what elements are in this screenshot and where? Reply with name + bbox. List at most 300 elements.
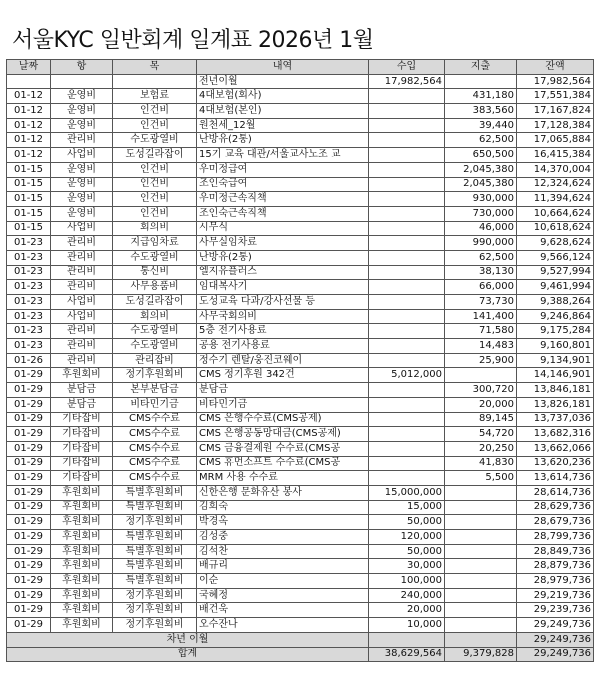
cell-date: 01-15	[7, 206, 51, 221]
cell-expense	[445, 574, 517, 589]
table-row	[7, 368, 594, 383]
carryover-balance: 29,249,736	[517, 632, 594, 647]
cell-date: 01-29	[7, 544, 51, 559]
cell-date: 01-23	[7, 339, 51, 354]
cell-date: 01-23	[7, 250, 51, 265]
cell-expense	[445, 74, 517, 89]
cell-balance: 16,415,384	[517, 148, 594, 163]
table-row	[7, 162, 594, 177]
cell-expense	[445, 500, 517, 515]
cell-income	[369, 324, 445, 339]
cell-hang	[51, 74, 113, 89]
cell-date: 01-29	[7, 515, 51, 530]
cell-date: 01-23	[7, 280, 51, 295]
cell-date: 01-12	[7, 104, 51, 119]
cell-expense: 2,045,380	[445, 177, 517, 192]
cell-expense: 5,500	[445, 471, 517, 486]
cell-balance: 17,551,384	[517, 89, 594, 104]
cell-mok: 도성길라잡이	[113, 148, 197, 163]
table-row	[7, 104, 594, 119]
cell-desc: 난방유(2통)	[197, 250, 369, 265]
header-balance: 잔액	[517, 60, 594, 75]
cell-desc: 15기 교육 대관/서울교사노조 교	[197, 148, 369, 163]
table-row	[7, 574, 594, 589]
cell-hang: 기타잡비	[51, 441, 113, 456]
cell-date: 01-29	[7, 530, 51, 545]
cell-income	[369, 148, 445, 163]
cell-date: 01-23	[7, 265, 51, 280]
table-row	[7, 441, 594, 456]
cell-expense: 41,830	[445, 456, 517, 471]
cell-date: 01-29	[7, 383, 51, 398]
cell-mok: 보험료	[113, 89, 197, 104]
cell-hang: 운영비	[51, 162, 113, 177]
cell-balance: 28,879,736	[517, 559, 594, 574]
table-row	[7, 427, 594, 442]
table-row	[7, 618, 594, 633]
cell-expense: 66,000	[445, 280, 517, 295]
cell-balance: 28,629,736	[517, 500, 594, 515]
table-row	[7, 412, 594, 427]
table-row	[7, 192, 594, 207]
cell-date: 01-29	[7, 588, 51, 603]
cell-desc: 우미정근속직책	[197, 192, 369, 207]
cell-expense: 62,500	[445, 250, 517, 265]
ledger-sheet	[6, 59, 593, 662]
cell-income: 240,000	[369, 588, 445, 603]
cell-desc: 원천세_12월	[197, 118, 369, 133]
table-row	[7, 250, 594, 265]
cell-expense: 930,000	[445, 192, 517, 207]
cell-hang: 후원회비	[51, 500, 113, 515]
cell-hang: 후원회비	[51, 515, 113, 530]
cell-expense: 730,000	[445, 206, 517, 221]
cell-hang: 기타잡비	[51, 456, 113, 471]
cell-balance: 17,065,884	[517, 133, 594, 148]
cell-date: 01-29	[7, 559, 51, 574]
cell-hang: 운영비	[51, 192, 113, 207]
cell-balance: 9,527,994	[517, 265, 594, 280]
cell-mok: 수도광열비	[113, 339, 197, 354]
cell-date: 01-12	[7, 89, 51, 104]
cell-date: 01-15	[7, 177, 51, 192]
cell-hang: 관리비	[51, 324, 113, 339]
cell-desc: 신한은행 문화유산 봉사	[197, 485, 369, 500]
cell-balance: 14,370,004	[517, 162, 594, 177]
cell-mok: 인건비	[113, 206, 197, 221]
cell-desc: CMS 금융결제원 수수료(CMS공	[197, 441, 369, 456]
cell-mok: 인건비	[113, 118, 197, 133]
table-row	[7, 295, 594, 310]
cell-balance: 29,249,736	[517, 618, 594, 633]
cell-date: 01-15	[7, 162, 51, 177]
cell-mok: 정기후원회비	[113, 603, 197, 618]
cell-income	[369, 339, 445, 354]
header-expense: 지출	[445, 60, 517, 75]
cell-income	[369, 162, 445, 177]
cell-income: 30,000	[369, 559, 445, 574]
cell-balance: 14,146,901	[517, 368, 594, 383]
total-row	[7, 647, 594, 662]
cell-hang: 기타잡비	[51, 412, 113, 427]
cell-hang: 운영비	[51, 104, 113, 119]
opening-row	[7, 74, 594, 89]
cell-balance: 13,620,236	[517, 456, 594, 471]
cell-expense: 89,145	[445, 412, 517, 427]
cell-income	[369, 471, 445, 486]
cell-hang: 관리비	[51, 280, 113, 295]
cell-date: 01-12	[7, 148, 51, 163]
cell-income	[369, 250, 445, 265]
cell-date: 01-29	[7, 618, 51, 633]
cell-expense: 46,000	[445, 221, 517, 236]
carryover-income	[369, 632, 445, 647]
cell-expense: 38,130	[445, 265, 517, 280]
cell-mok: 정기후원회비	[113, 618, 197, 633]
cell-hang: 후원회비	[51, 559, 113, 574]
cell-desc: 이순	[197, 574, 369, 589]
total-income: 38,629,564	[369, 647, 445, 662]
cell-desc: CMS 은행수수료(CMS공제)	[197, 412, 369, 427]
header-desc: 내역	[197, 60, 369, 75]
cell-income	[369, 265, 445, 280]
cell-desc: 공용 전기사용료	[197, 339, 369, 354]
table-row	[7, 265, 594, 280]
cell-income	[369, 133, 445, 148]
cell-balance: 10,618,624	[517, 221, 594, 236]
cell-desc: CMS 휴먼소프트 수수료(CMS공	[197, 456, 369, 471]
cell-balance: 9,246,864	[517, 309, 594, 324]
cell-date: 01-29	[7, 574, 51, 589]
cell-income	[369, 177, 445, 192]
cell-desc: 엘지유플러스	[197, 265, 369, 280]
cell-expense	[445, 485, 517, 500]
cell-balance: 13,682,316	[517, 427, 594, 442]
header-hang: 항	[51, 60, 113, 75]
cell-expense	[445, 559, 517, 574]
cell-mok: 특별후원회비	[113, 500, 197, 515]
cell-hang: 기타잡비	[51, 471, 113, 486]
cell-date: 01-29	[7, 603, 51, 618]
cell-balance: 13,826,181	[517, 397, 594, 412]
cell-date: 01-29	[7, 456, 51, 471]
cell-mok: CMS수수료	[113, 456, 197, 471]
cell-expense: 20,250	[445, 441, 517, 456]
header-date: 날짜	[7, 60, 51, 75]
cell-date: 01-29	[7, 500, 51, 515]
cell-mok: CMS수수료	[113, 412, 197, 427]
cell-date	[7, 74, 51, 89]
cell-income	[369, 192, 445, 207]
table-row	[7, 544, 594, 559]
cell-income: 50,000	[369, 544, 445, 559]
cell-hang: 관리비	[51, 353, 113, 368]
cell-hang: 후원회비	[51, 603, 113, 618]
cell-desc: 배규리	[197, 559, 369, 574]
table-row	[7, 397, 594, 412]
cell-mok: 비타민기금	[113, 397, 197, 412]
carryover-label: 차년 이월	[7, 632, 369, 647]
cell-balance: 9,388,264	[517, 295, 594, 310]
table-row	[7, 456, 594, 471]
cell-hang: 후원회비	[51, 530, 113, 545]
cell-mok: 도성길라잡이	[113, 295, 197, 310]
cell-hang: 운영비	[51, 206, 113, 221]
cell-hang: 후원회비	[51, 544, 113, 559]
cell-hang: 운영비	[51, 89, 113, 104]
cell-date: 01-26	[7, 353, 51, 368]
cell-hang: 후원회비	[51, 618, 113, 633]
cell-expense: 650,500	[445, 148, 517, 163]
cell-mok: 인건비	[113, 104, 197, 119]
table-row	[7, 353, 594, 368]
table-row	[7, 148, 594, 163]
cell-desc: CMS 정기후원 342건	[197, 368, 369, 383]
cell-income: 5,012,000	[369, 368, 445, 383]
table-row	[7, 383, 594, 398]
cell-desc: 4대보험(본인)	[197, 104, 369, 119]
cell-mok: 지급임차료	[113, 236, 197, 251]
cell-date: 01-23	[7, 236, 51, 251]
table-row	[7, 236, 594, 251]
cell-hang: 운영비	[51, 118, 113, 133]
cell-balance: 13,846,181	[517, 383, 594, 398]
cell-mok: 정기후원회비	[113, 515, 197, 530]
cell-income: 10,000	[369, 618, 445, 633]
cell-balance: 17,128,384	[517, 118, 594, 133]
total-balance: 29,249,736	[517, 647, 594, 662]
cell-date: 01-23	[7, 309, 51, 324]
cell-desc: 배건욱	[197, 603, 369, 618]
cell-mok: 수도광열비	[113, 324, 197, 339]
cell-desc: 도성교육 다과/강사선물 등	[197, 295, 369, 310]
cell-expense: 383,560	[445, 104, 517, 119]
cell-expense: 431,180	[445, 89, 517, 104]
ledger-table	[6, 59, 594, 662]
cell-mok: CMS수수료	[113, 441, 197, 456]
cell-hang: 기타잡비	[51, 427, 113, 442]
cell-expense: 300,720	[445, 383, 517, 398]
cell-hang: 후원회비	[51, 485, 113, 500]
total-expense: 9,379,828	[445, 647, 517, 662]
opening-income: 17,982,564	[369, 74, 445, 89]
cell-hang: 사업비	[51, 221, 113, 236]
table-row	[7, 530, 594, 545]
cell-balance: 9,175,284	[517, 324, 594, 339]
table-row	[7, 515, 594, 530]
cell-income: 15,000	[369, 500, 445, 515]
cell-income	[369, 118, 445, 133]
cell-mok: 정기후원회비	[113, 588, 197, 603]
cell-income	[369, 221, 445, 236]
cell-expense: 73,730	[445, 295, 517, 310]
cell-mok: 수도광열비	[113, 250, 197, 265]
cell-expense	[445, 618, 517, 633]
cell-desc: 국혜정	[197, 588, 369, 603]
cell-mok: 특별후원회비	[113, 544, 197, 559]
cell-balance: 28,614,736	[517, 485, 594, 500]
cell-hang: 사업비	[51, 309, 113, 324]
cell-income	[369, 206, 445, 221]
cell-balance: 9,134,901	[517, 353, 594, 368]
cell-desc: 사무실임차료	[197, 236, 369, 251]
ledger-body	[7, 74, 594, 632]
cell-income	[369, 104, 445, 119]
cell-hang: 관리비	[51, 133, 113, 148]
cell-date: 01-29	[7, 485, 51, 500]
cell-desc: 우미정급여	[197, 162, 369, 177]
cell-expense: 54,720	[445, 427, 517, 442]
table-row	[7, 339, 594, 354]
cell-income	[369, 427, 445, 442]
cell-desc: 정수기 렌탈/웅진코웨이	[197, 353, 369, 368]
cell-balance: 29,219,736	[517, 588, 594, 603]
cell-balance: 11,394,624	[517, 192, 594, 207]
cell-date: 01-23	[7, 324, 51, 339]
cell-mok: 특별후원회비	[113, 559, 197, 574]
table-row	[7, 559, 594, 574]
cell-balance: 28,849,736	[517, 544, 594, 559]
cell-balance: 28,979,736	[517, 574, 594, 589]
cell-balance: 9,628,624	[517, 236, 594, 251]
cell-expense	[445, 603, 517, 618]
cell-income: 120,000	[369, 530, 445, 545]
cell-desc: MRM 사용 수수료	[197, 471, 369, 486]
cell-hang: 후원회비	[51, 588, 113, 603]
cell-income: 100,000	[369, 574, 445, 589]
cell-desc: 김석찬	[197, 544, 369, 559]
cell-desc: 조인숙급여	[197, 177, 369, 192]
table-row	[7, 471, 594, 486]
cell-income	[369, 412, 445, 427]
cell-expense: 141,400	[445, 309, 517, 324]
cell-mok: 관리잡비	[113, 353, 197, 368]
cell-date: 01-12	[7, 118, 51, 133]
cell-balance: 17,167,824	[517, 104, 594, 119]
cell-hang: 사업비	[51, 295, 113, 310]
table-row	[7, 309, 594, 324]
cell-date: 01-29	[7, 412, 51, 427]
table-row	[7, 118, 594, 133]
cell-date: 01-29	[7, 397, 51, 412]
cell-desc: 5층 전기사용료	[197, 324, 369, 339]
cell-balance: 10,664,624	[517, 206, 594, 221]
cell-mok: 정기후원회비	[113, 368, 197, 383]
table-row	[7, 588, 594, 603]
table-row	[7, 133, 594, 148]
table-row	[7, 485, 594, 500]
cell-balance: 29,239,736	[517, 603, 594, 618]
cell-income: 15,000,000	[369, 485, 445, 500]
table-row	[7, 603, 594, 618]
page-title: 서울KYC 일반회계 일계표 2026년 1월	[12, 28, 374, 53]
table-row	[7, 280, 594, 295]
table-row	[7, 221, 594, 236]
cell-hang: 분담금	[51, 397, 113, 412]
carryover-expense	[445, 632, 517, 647]
cell-expense	[445, 515, 517, 530]
cell-desc: 시무식	[197, 221, 369, 236]
header-income: 수입	[369, 60, 445, 75]
cell-hang: 관리비	[51, 250, 113, 265]
cell-expense: 39,440	[445, 118, 517, 133]
cell-expense	[445, 530, 517, 545]
cell-mok: 특별후원회비	[113, 574, 197, 589]
cell-income	[369, 441, 445, 456]
cell-mok: 사무용품비	[113, 280, 197, 295]
header-mok: 목	[113, 60, 197, 75]
cell-mok: 수도광열비	[113, 133, 197, 148]
cell-hang: 후원회비	[51, 368, 113, 383]
cell-desc: 임대복사기	[197, 280, 369, 295]
cell-desc: 박경옥	[197, 515, 369, 530]
table-row	[7, 89, 594, 104]
cell-mok: 특별후원회비	[113, 530, 197, 545]
cell-mok: 특별후원회비	[113, 485, 197, 500]
cell-balance: 9,461,994	[517, 280, 594, 295]
cell-income: 50,000	[369, 515, 445, 530]
cell-expense: 20,000	[445, 397, 517, 412]
cell-mok: CMS수수료	[113, 471, 197, 486]
cell-date: 01-29	[7, 427, 51, 442]
cell-balance: 13,662,066	[517, 441, 594, 456]
cell-desc: 비타민기금	[197, 397, 369, 412]
cell-income	[369, 383, 445, 398]
cell-desc: 오수잔나	[197, 618, 369, 633]
cell-income: 20,000	[369, 603, 445, 618]
cell-expense: 990,000	[445, 236, 517, 251]
cell-desc: CMS 은행공동망대금(CMS공제)	[197, 427, 369, 442]
cell-date: 01-12	[7, 133, 51, 148]
cell-hang: 관리비	[51, 339, 113, 354]
cell-hang: 관리비	[51, 236, 113, 251]
cell-mok: 인건비	[113, 177, 197, 192]
cell-expense	[445, 588, 517, 603]
table-row	[7, 324, 594, 339]
cell-date: 01-29	[7, 471, 51, 486]
table-row	[7, 500, 594, 515]
cell-mok: 회의비	[113, 309, 197, 324]
cell-mok: 인건비	[113, 162, 197, 177]
cell-balance: 28,679,736	[517, 515, 594, 530]
cell-expense: 2,045,380	[445, 162, 517, 177]
cell-date: 01-15	[7, 221, 51, 236]
cell-income	[369, 236, 445, 251]
cell-expense	[445, 544, 517, 559]
cell-desc: 분담금	[197, 383, 369, 398]
cell-income	[369, 89, 445, 104]
opening-desc: 전년이월	[197, 74, 369, 89]
cell-mok: 인건비	[113, 192, 197, 207]
cell-expense: 71,580	[445, 324, 517, 339]
cell-income	[369, 456, 445, 471]
cell-expense: 62,500	[445, 133, 517, 148]
cell-desc: 김성중	[197, 530, 369, 545]
cell-hang: 관리비	[51, 265, 113, 280]
cell-desc: 조인숙근속직책	[197, 206, 369, 221]
table-row	[7, 177, 594, 192]
cell-date: 01-29	[7, 368, 51, 383]
cell-mok: 본부분담금	[113, 383, 197, 398]
cell-desc: 4대보험(회사)	[197, 89, 369, 104]
cell-mok: 회의비	[113, 221, 197, 236]
cell-balance: 13,614,736	[517, 471, 594, 486]
cell-expense: 14,483	[445, 339, 517, 354]
cell-expense: 25,900	[445, 353, 517, 368]
cell-balance: 9,160,801	[517, 339, 594, 354]
cell-hang: 운영비	[51, 177, 113, 192]
cell-hang: 분담금	[51, 383, 113, 398]
